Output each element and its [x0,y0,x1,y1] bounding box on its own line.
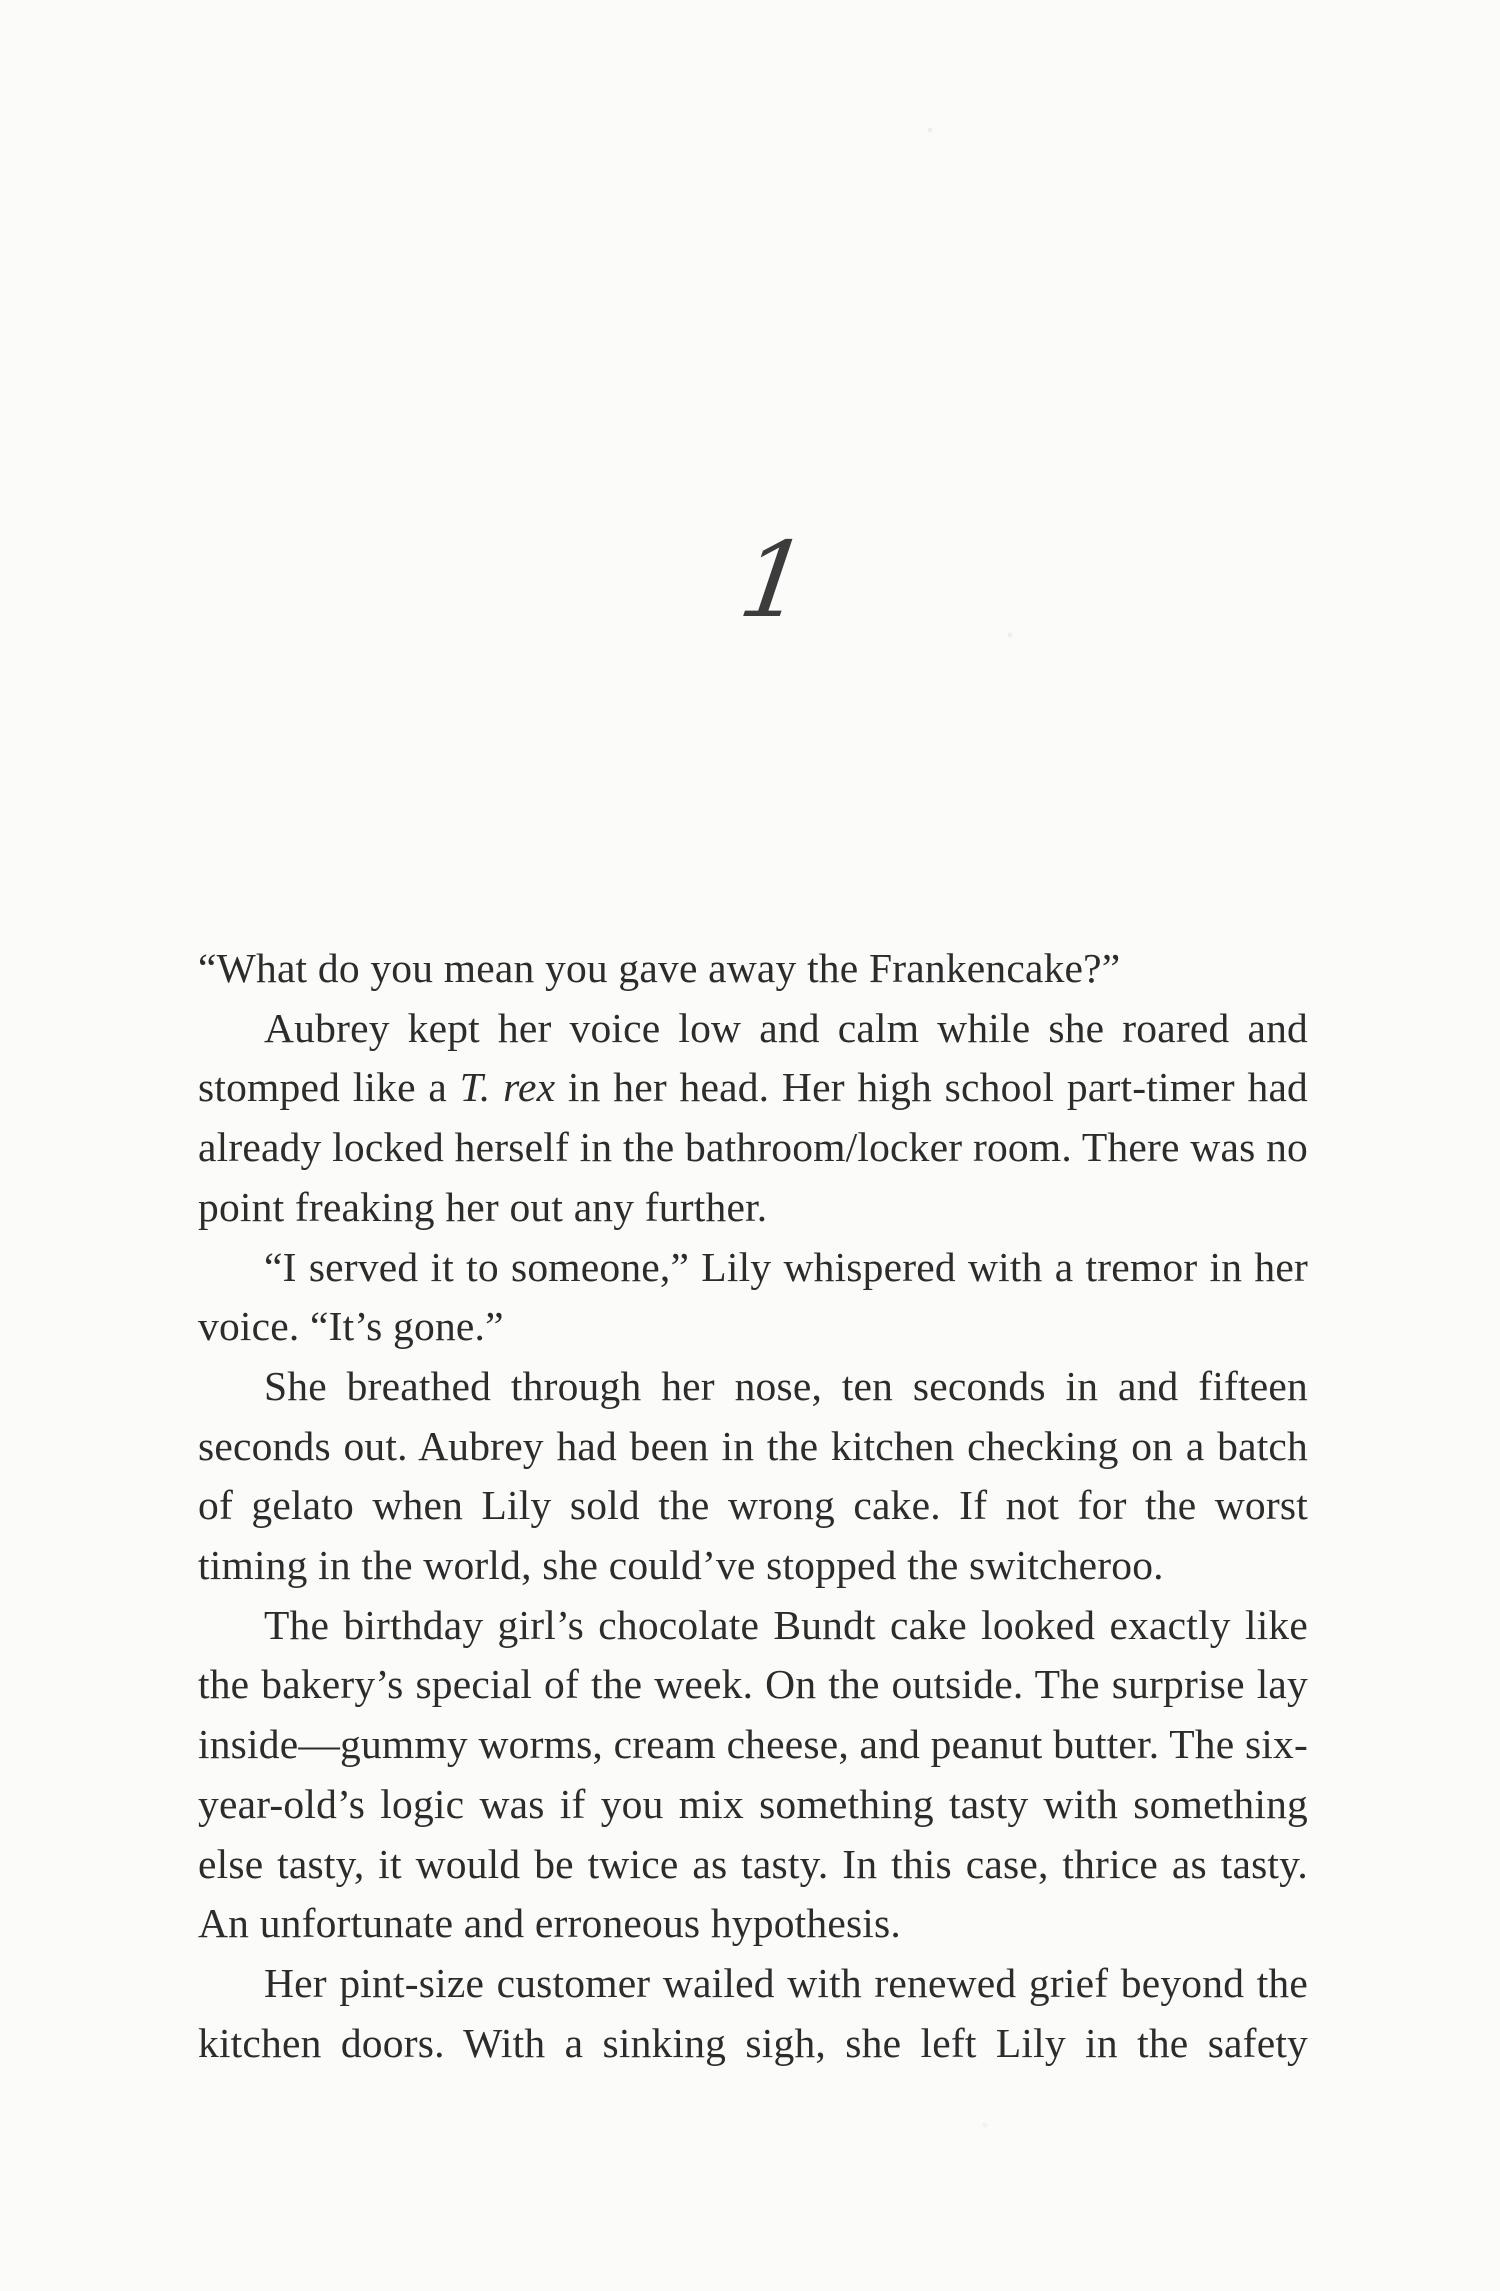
paragraph-4: She breathed through her nose, ten seconds in and fifteen seconds out. Aubrey had been in the kitchen checking on a batch of gelato when Lily sold the wrong cake. If not for the worst timing in the world, she could’ve stopped the switcheroo. [198,1362,1308,1589]
chapter-body [198,939,1308,2073]
paragraph-5: The birthday girl’s chocolate Bundt cake looked exactly like the bakery’s special of the week. On the outside. The surprise lay inside—gummy worms, cream cheese, and peanut butter. The six-year-old’s logic was if you mix something tasty with something else tasty, it would be twice as tasty. In this case, thrice as tasty. An unfortunate and erroneous hypothesis. [198,1601,1308,1947]
paragraph-1: “What do you mean you gave away the Frankencake?” [198,945,1121,991]
chapter-number: 1 [732,519,816,641]
paragraph-3: “I served it to someone,” Lily whispered with a tremor in her voice. “It’s gone.” [198,1243,1308,1350]
paragraph-2 [198,999,1308,1238]
paragraph-2-text-start: Aubrey kept her voice low and calm while she roared and stomped like a [198,1004,1308,1111]
paragraph-2-text-end: in her head. Her high school part-timer had already locked herself in the bathroom/locker room. There was no point freaking her out any further. [198,1064,1309,1230]
paragraph-2-italic-term: T. rex [459,1064,556,1111]
paragraph-6: Her pint-size customer wailed with renewed grief beyond the kitchen doors. With a sinking sigh, she left Lily in the safety [198,1959,1308,2066]
